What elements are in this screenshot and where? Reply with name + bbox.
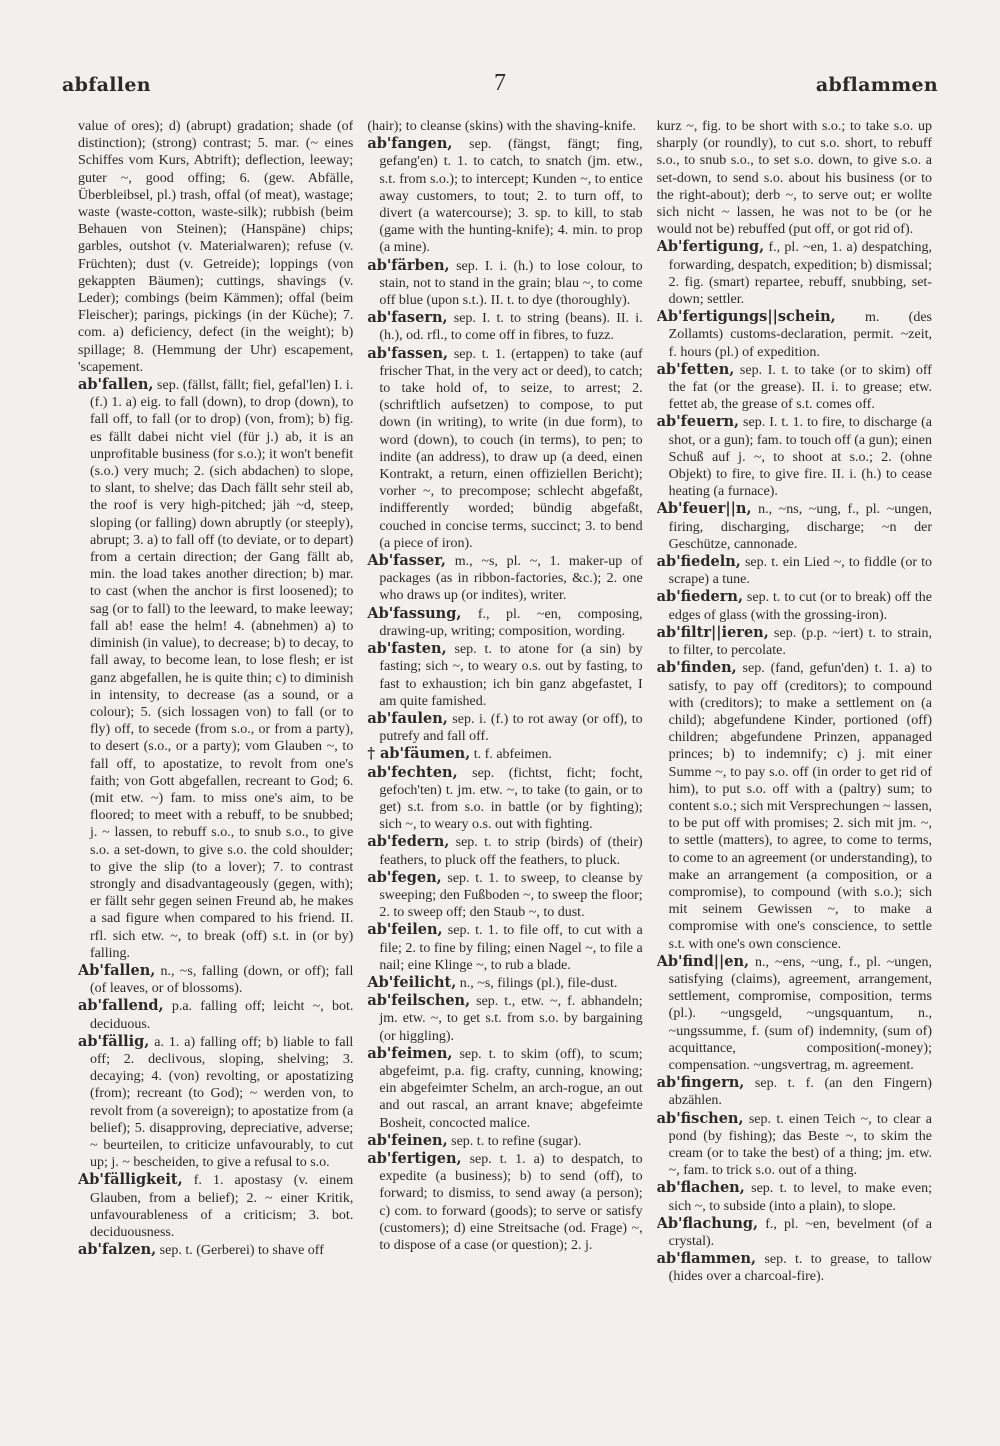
entry-headword: ab'fertigen, bbox=[367, 1149, 462, 1167]
entry-definition: sep. (fand, gefun'den) t. 1. a) to satisfy, to pay off (creditors); to compound with (creditors); to make a settlement on (a child); abgefundene Kinder, portioned (off) children; abgefundene Prinzen, appanaged princes; b) to indemnify; c) j. mit einer Summe ~, to pay s.o. off (in order to get rid of him), to put s.o. off with a (paltry) sum; to content s.o.; sich mit Versprechungen ~ lassen, to be put off with promises; 2. sich mit jm. ~, to settle (matters), to agree, to come to terms, to come to an agreement (or understanding), to make an arrangement (a composition, or a compromise), to compound (with s.o.); sich mit seinem Gewissen ~, to make a compromise with one's conscience, to settle s.t. with one's own conscience. bbox=[668, 661, 932, 952]
entry-headword: ab'fiedeln, bbox=[656, 553, 741, 571]
entry-definition: sep. t. to cut (or to break) off the edges of glass (with the grossing-iron). bbox=[668, 590, 932, 623]
entry-headword: ab'fetten, bbox=[656, 360, 735, 378]
dictionary-entry bbox=[657, 361, 932, 414]
entry-definition: n., ~s, falling (down, or off); fall (of leaves, or of blossoms). bbox=[90, 963, 354, 997]
entry-headword: ab'flammen, bbox=[656, 1250, 757, 1268]
dictionary-entry bbox=[657, 1179, 932, 1214]
dictionary-entry bbox=[657, 624, 932, 659]
entry-headword: ab'fingern, bbox=[656, 1074, 745, 1092]
dictionary-entry bbox=[367, 309, 642, 344]
entry-definition: a. 1. a) falling off; b) liable to fall off; 2. declivous, sloping, shelving; 3. decaying; 4. (von) revolting, or apostatizing (from); recreant (to God); ~ werden von, to revolt from (a sovereign); to apostatize from (a belief); 5. disapproving, depreciative, adverse; ~ beurteilen, to criticize unfavourably, to cut up; j. ~ bescheiden, to give a refusal to s.o. bbox=[90, 1034, 354, 1171]
dictionary-columns bbox=[78, 118, 932, 1388]
dictionary-entry bbox=[367, 745, 642, 763]
entry-headword: ab'fasern, bbox=[367, 309, 448, 327]
entry-definition: m., ~s, pl. ~, 1. maker-up of packages (as in ribbon-factories, &c.); 2. one who draws up (or indites), writer. bbox=[379, 554, 643, 604]
entry-definition: n., ~ns, ~ung, f., pl. ~ungen, firing, discharging, discharge; ~n der Geschütze, cannonade. bbox=[668, 502, 932, 552]
dictionary-entry bbox=[78, 1033, 353, 1172]
entry-definition: sep. t. to skim (off), to scum; abgefeimt, p.a. fig. crafty, cunning, knowing; ein abgefeimter Schelm, an arch-rogue, an out and out rascal, an arrant knave; abgefeimte Bosheit, concocted malice. bbox=[379, 1046, 643, 1131]
entry-definition: sep. t. 1. to file off, to cut with a file; 2. to fine by filing; einen Nagel ~, to file a nail; eine Klinge ~, to rub a blade. bbox=[379, 923, 643, 973]
entry-headword: ab'finden, bbox=[656, 659, 737, 677]
dictionary-entry bbox=[657, 308, 932, 361]
entry-headword: ab'fangen, bbox=[367, 135, 453, 153]
entry-definition: sep. I. t. 1. to fire, to discharge (a shot, or a gun); fam. to touch off (a gun); einen Schuß auf j. ~, to shoot at s.o.; 2. (ohne Objekt) to fire, to give fire. II. i. (h.) to cease heating (a furnace). bbox=[668, 415, 932, 500]
page-number: 7 bbox=[494, 70, 506, 96]
entry-headword: Ab'fertigung, bbox=[656, 238, 765, 256]
entry-headword: ab'fischen, bbox=[656, 1109, 744, 1127]
dictionary-entry bbox=[657, 413, 932, 500]
entry-definition: t. f. abfeimen. bbox=[470, 747, 552, 763]
dictionary-entry bbox=[367, 118, 642, 135]
entry-headword: ab'faulen, bbox=[367, 709, 448, 727]
dictionary-entry bbox=[78, 376, 353, 962]
entry-definition: sep. I. t. to take (or to skim) off the fat (or the grease). II. i. to grease; etw. fettet ab, the grease of s.t. comes off. bbox=[668, 362, 932, 413]
entry-headword: ab'feinen, bbox=[367, 1131, 448, 1149]
column-2 bbox=[367, 118, 642, 1388]
entry-definition: kurz ~, fig. to be short with s.o.; to take s.o. up sharply (or roundly), to cut s.o. short, to rebuff s.o., to snub s.o., to set s.o. down, to give s.o. a set-down, to send s.o. about his business (or to the right-about); derb ~, to serve out; er wollte sich nicht ~ lassen, he was not to be (or he would not be) rebuffed (put off, or got rid of). bbox=[656, 119, 932, 238]
running-header bbox=[62, 70, 938, 100]
dictionary-entry bbox=[367, 135, 642, 256]
entry-definition: p.a. falling off; leicht ~, bot. deciduous. bbox=[90, 999, 354, 1032]
dictionary-entry bbox=[367, 833, 642, 868]
entry-headword: ab'fiedern, bbox=[656, 588, 743, 606]
entry-definition: sep. (p.p. ~iert) t. to strain, to filter, to percolate. bbox=[668, 625, 932, 659]
entry-definition: f., pl. ~en, composing, drawing-up, writing; composition, wording. bbox=[379, 606, 643, 639]
entry-headword: ab'falzen, bbox=[78, 1241, 157, 1259]
entry-definition: sep. t. to atone for (a sin) by fasting; sich ~, to weary o.s. out by fasting, to fast to exhaustion; ich bin ganz abgefastet, I am quite famished. bbox=[379, 642, 643, 709]
entry-definition: sep. t. ein Lied ~, to fiddle (or to scrape) a tune. bbox=[668, 555, 932, 588]
dictionary-entry bbox=[78, 118, 353, 376]
entry-headword: ab'fechten, bbox=[367, 763, 458, 781]
entry-headword: Ab'fallen, bbox=[78, 961, 156, 979]
dictionary-entry bbox=[657, 1250, 932, 1285]
dictionary-entry bbox=[657, 953, 932, 1074]
column-3 bbox=[657, 118, 932, 1388]
dictionary-entry bbox=[657, 588, 932, 623]
entry-headword: ab'feilschen, bbox=[367, 992, 471, 1010]
dictionary-entry bbox=[657, 553, 932, 588]
entry-definition: m. (des Zollamts) customs-declaration, permit. ~zeit, f. hours (pl.) of expedition. bbox=[668, 310, 932, 360]
entry-definition: sep. t. to strip (birds) of (their) feathers, to pluck off the feathers, to pluck. bbox=[379, 835, 643, 868]
dictionary-entry bbox=[657, 1074, 932, 1109]
entry-definition: sep. I. t. to string (beans). II. i. (h.), od. rfl., to come off in fibres, to fuzz. bbox=[379, 311, 643, 344]
entry-definition: sep. t. f. (an den Fingern) abzählen. bbox=[668, 1076, 932, 1109]
entry-definition: (hair); to cleanse (skins) with the shaving-knife. bbox=[367, 119, 636, 134]
entry-headword: Ab'fasser, bbox=[367, 552, 446, 570]
entry-definition: sep. I. i. (h.) to lose colour, to stain, not to stand in the grain; blau ~, to come off blue (upon s.t.). II. t. to dye (thoroughly). bbox=[379, 258, 643, 309]
entry-headword: ab'fasten, bbox=[367, 640, 447, 658]
dictionary-entry bbox=[367, 552, 642, 605]
entry-headword: Ab'fassung, bbox=[367, 604, 462, 622]
entry-headword: ab'fegen, bbox=[367, 868, 442, 886]
entry-definition: sep. (fichtst, ficht; focht, gefoch'ten) t. jm. etw. ~, to take (to gain, or to get) s.t. from s.o. in battle (or by fighting); sich ~, to weary o.s. out with fighting. bbox=[379, 765, 643, 833]
entry-headword: ab'filtr||ieren, bbox=[656, 623, 769, 641]
entry-definition: f. 1. apostasy (v. einem Glauben, from a belief); 2. ~ einer Kritik, unfavourableness of a criticism; 3. bot. deciduousness. bbox=[90, 1173, 354, 1240]
dictionary-entry bbox=[367, 640, 642, 710]
entry-headword: † ab'fäumen, bbox=[367, 745, 471, 763]
entry-headword: ab'flachen, bbox=[656, 1179, 745, 1197]
right-guide-word: abflammen bbox=[815, 74, 938, 96]
dictionary-entry bbox=[367, 764, 642, 834]
dictionary-entry bbox=[367, 710, 642, 745]
dictionary-entry bbox=[657, 1110, 932, 1180]
dictionary-entry bbox=[78, 997, 353, 1032]
dictionary-entry bbox=[367, 921, 642, 974]
entry-definition: f., pl. ~en, 1. a) despatching, forwarding, despatch, expedition; b) dismissal; 2. fig. (smart) repartee, rebuff, snubbing, set-down; settler. bbox=[668, 240, 932, 308]
dictionary-entry bbox=[657, 1215, 932, 1250]
entry-headword: ab'feimen, bbox=[367, 1044, 453, 1062]
dictionary-entry bbox=[78, 1241, 353, 1259]
entry-definition: sep. (fängst, fängt; fing, gefang'en) t. 1. to catch, to snatch (jm. etw., s.t. from s.o.); to intercept; Kunden ~, to entice away customers, to tout; 2. to turn off, to divert (a watercourse); 3. sp. to kill, to stab (game with the hunting-knife); 4. min. to prop (a mine). bbox=[379, 137, 643, 256]
entry-definition: sep. i. (f.) to rot away (or off), to putrefy and fall off. bbox=[379, 711, 643, 745]
entry-headword: ab'feilen, bbox=[367, 921, 443, 939]
entry-definition: n., ~ens, ~ung, f., pl. ~ungen, satisfying (claims), agreement, arrangement, settlement, compromise, composition, terms (pl.). ~ungsgeld, ~ungsquantum, n., ~ungssumme, f. (sum of) indemnity, (sum of) acquittance, composition(-money); compensation. ~ungsvertrag, m. agreement. bbox=[668, 954, 932, 1073]
entry-definition: sep. t. (Gerberei) to shave off bbox=[156, 1243, 324, 1259]
entry-definition: sep. (fällst, fällt; fiel, gefal'len) I. i. (f.) 1. a) eig. to fall (down), to drop (down), to fall off, to fall (or to drop) (von, from); b) fig. es fällt dabei nicht viel (für j.) ab, it is an unprofitable business (for s.o.); it won't benefit (s.o.) very much; 2. (sich abdachen) to slope, to slant, to shelve; das Dach fällt sehr steil ab, the roof is very high-pitched; jäh ~d, steep, sloping (or falling) down abruptly (or steeply), abrupt; 3. a) to fall off (to deviate, or to depart) from a certain direction; der Gang fällt ab, min. the load takes another direction; b) mar. to cast (when the anchor is first loosened); to sag (or to fall) to the leeward, to make leeway; fall ab! ease the helm! 4. (abnehmen) a) to diminish (in value), to decrease; b) to decay, to fall away, to become lean, to lose flesh; er ist ganz abgefallen, he is quite thin; c) to diminish in intensity, to decrease (as a sound, or a colour); 5. (sich lossagen von) to fall (or to fly) off, to secede (from s.o., or from a party), to desert (s.o., or a party); vom Glauben ~, to fall off, to apostatize, to revolt from one's faith; von Gott abgefallen, recreant to God; 6. (mit etw. ~) fam. to miss one's aim, to be floored; to meet with a rebuff, to be snubbed; j. ~ lassen, to rebuff s.o., to snub s.o., to give s.o. a set-down, to give s.o. the cold shoulder; to give the slip (to a lover); 7. to contrast strongly and disadvantageously (gegen, with); er fällt sehr gegen seinen Freund ab, he makes a sad figure when compared to his friend. II. rfl. sich etw. ~, to break (off) s.t. in (or by) falling. bbox=[90, 378, 354, 961]
dictionary-entry bbox=[367, 869, 642, 922]
entry-headword: ab'fällig, bbox=[78, 1032, 150, 1050]
entry-definition: sep. t. 1. a) to despatch, to expedite (a business); b) to send (off), to forward; to dismiss, to send away (a person); c) com. to forward (goods); to serve or satisfy (customers); d) eine Streitsache (od. Frage) ~, to dispose of a case (or question); 2. j. bbox=[379, 1151, 643, 1253]
entry-headword: ab'fassen, bbox=[367, 344, 449, 362]
dictionary-entry bbox=[657, 118, 932, 238]
entry-headword: Ab'feuer||n, bbox=[656, 500, 752, 518]
dictionary-entry bbox=[367, 345, 642, 552]
column-1 bbox=[78, 118, 353, 1388]
entry-headword: ab'fallend, bbox=[78, 997, 164, 1015]
entry-headword: Ab'find||en, bbox=[656, 952, 750, 970]
entry-definition: sep. t. 1. to sweep, to cleanse by sweeping; den Fußboden ~, to sweep the floor; 2. to sweep off; den Staub ~, to dust. bbox=[379, 870, 643, 921]
entry-definition: sep. t. einen Teich ~, to clear a pond (by fishing); das Beste ~, to skim the cream (or to take the best) of a thing; jm. etw. ~, fam. to trick s.o. out of a thing. bbox=[668, 1111, 932, 1179]
dictionary-entry bbox=[367, 974, 642, 992]
entry-headword: Ab'fertigungs||schein, bbox=[656, 308, 836, 326]
left-guide-word: abfallen bbox=[62, 74, 151, 96]
dictionary-entry bbox=[78, 962, 353, 997]
dictionary-entry bbox=[367, 1045, 642, 1132]
dictionary-entry bbox=[367, 992, 642, 1045]
entry-headword: ab'färben, bbox=[367, 256, 450, 274]
entry-definition: sep. t. to grease, to tallow (hides over a charcoal-fire). bbox=[668, 1252, 932, 1285]
dictionary-entry bbox=[367, 605, 642, 640]
entry-headword: Ab'feilicht, bbox=[367, 973, 457, 991]
dictionary-entry bbox=[367, 1150, 642, 1254]
entry-definition: sep. t. 1. (ertappen) to take (auf frischer That, in the very act or deed), to catch; to take hold of, to seize, to arrest; 2. (schriftlich aufsetzen) to compose, to put down (in writing), to write (in due form), to word (down), to couch (in terms), to pen; to indite (an address), to draw up (a deed, einen Kontrakt, a return, einen offiziellen Bericht); vorher ~, to precompose; schlecht abgefaßt, indifferently worded; bündig abgefaßt, couched in concise terms, succinct; 3. to bend (a piece of iron). bbox=[379, 346, 643, 551]
entry-headword: ab'feuern, bbox=[656, 413, 740, 431]
entry-headword: ab'federn, bbox=[367, 833, 450, 851]
dictionary-entry bbox=[78, 1171, 353, 1241]
entry-headword: Ab'fälligkeit, bbox=[78, 1171, 183, 1189]
entry-definition: sep. t. to level, to make even; sich ~, to subside (into a plain), to slope. bbox=[668, 1181, 932, 1214]
entry-definition: n., ~s, filings (pl.), file-dust. bbox=[456, 975, 618, 991]
entry-headword: Ab'flachung, bbox=[656, 1214, 759, 1232]
entry-definition: sep. t., etw. ~, f. abhandeln; jm. etw. ~, to get s.t. from s.o. by bargaining (or higgling). bbox=[379, 994, 643, 1044]
entry-headword: ab'fallen, bbox=[78, 376, 154, 394]
dictionary-entry bbox=[657, 500, 932, 553]
dictionary-entry bbox=[367, 257, 642, 310]
dictionary-entry bbox=[367, 1132, 642, 1150]
dictionary-entry bbox=[657, 238, 932, 308]
entry-definition: sep. t. to refine (sugar). bbox=[447, 1133, 582, 1149]
entry-definition: f., pl. ~en, bevelment (of a crystal). bbox=[668, 1216, 932, 1249]
entry-definition: value of ores); d) (abrupt) gradation; shade (of distinction); (strong) contrast; 5. mar. (~ eines Schiffes vom Kurs, Abtrift); deflection, leeway; guter ~, good offing; 6. (gew. Abfälle, Überbleibsel, pl.) trash, offal (of meat), wastage; waste (waste-cotton, waste-silk); rubbish (beim Behauen von Steinen); (Hanspäne) chips; garbles, outshot (v. Materialwaren); refuse (v. Früchten); dust (v. Getreide); loppings (von gekappten Bäumen); cuttings, shavings (v. Leder); combings (beim Kämmen); offal (beim Fleischer); parings, pickings (in der Küche); 7. com. a) deficiency, defect (in the weight); b) spillage; 8. (Hemmung der Uhr) escapement, 'scapement. bbox=[78, 119, 354, 375]
dictionary-entry bbox=[657, 659, 932, 952]
